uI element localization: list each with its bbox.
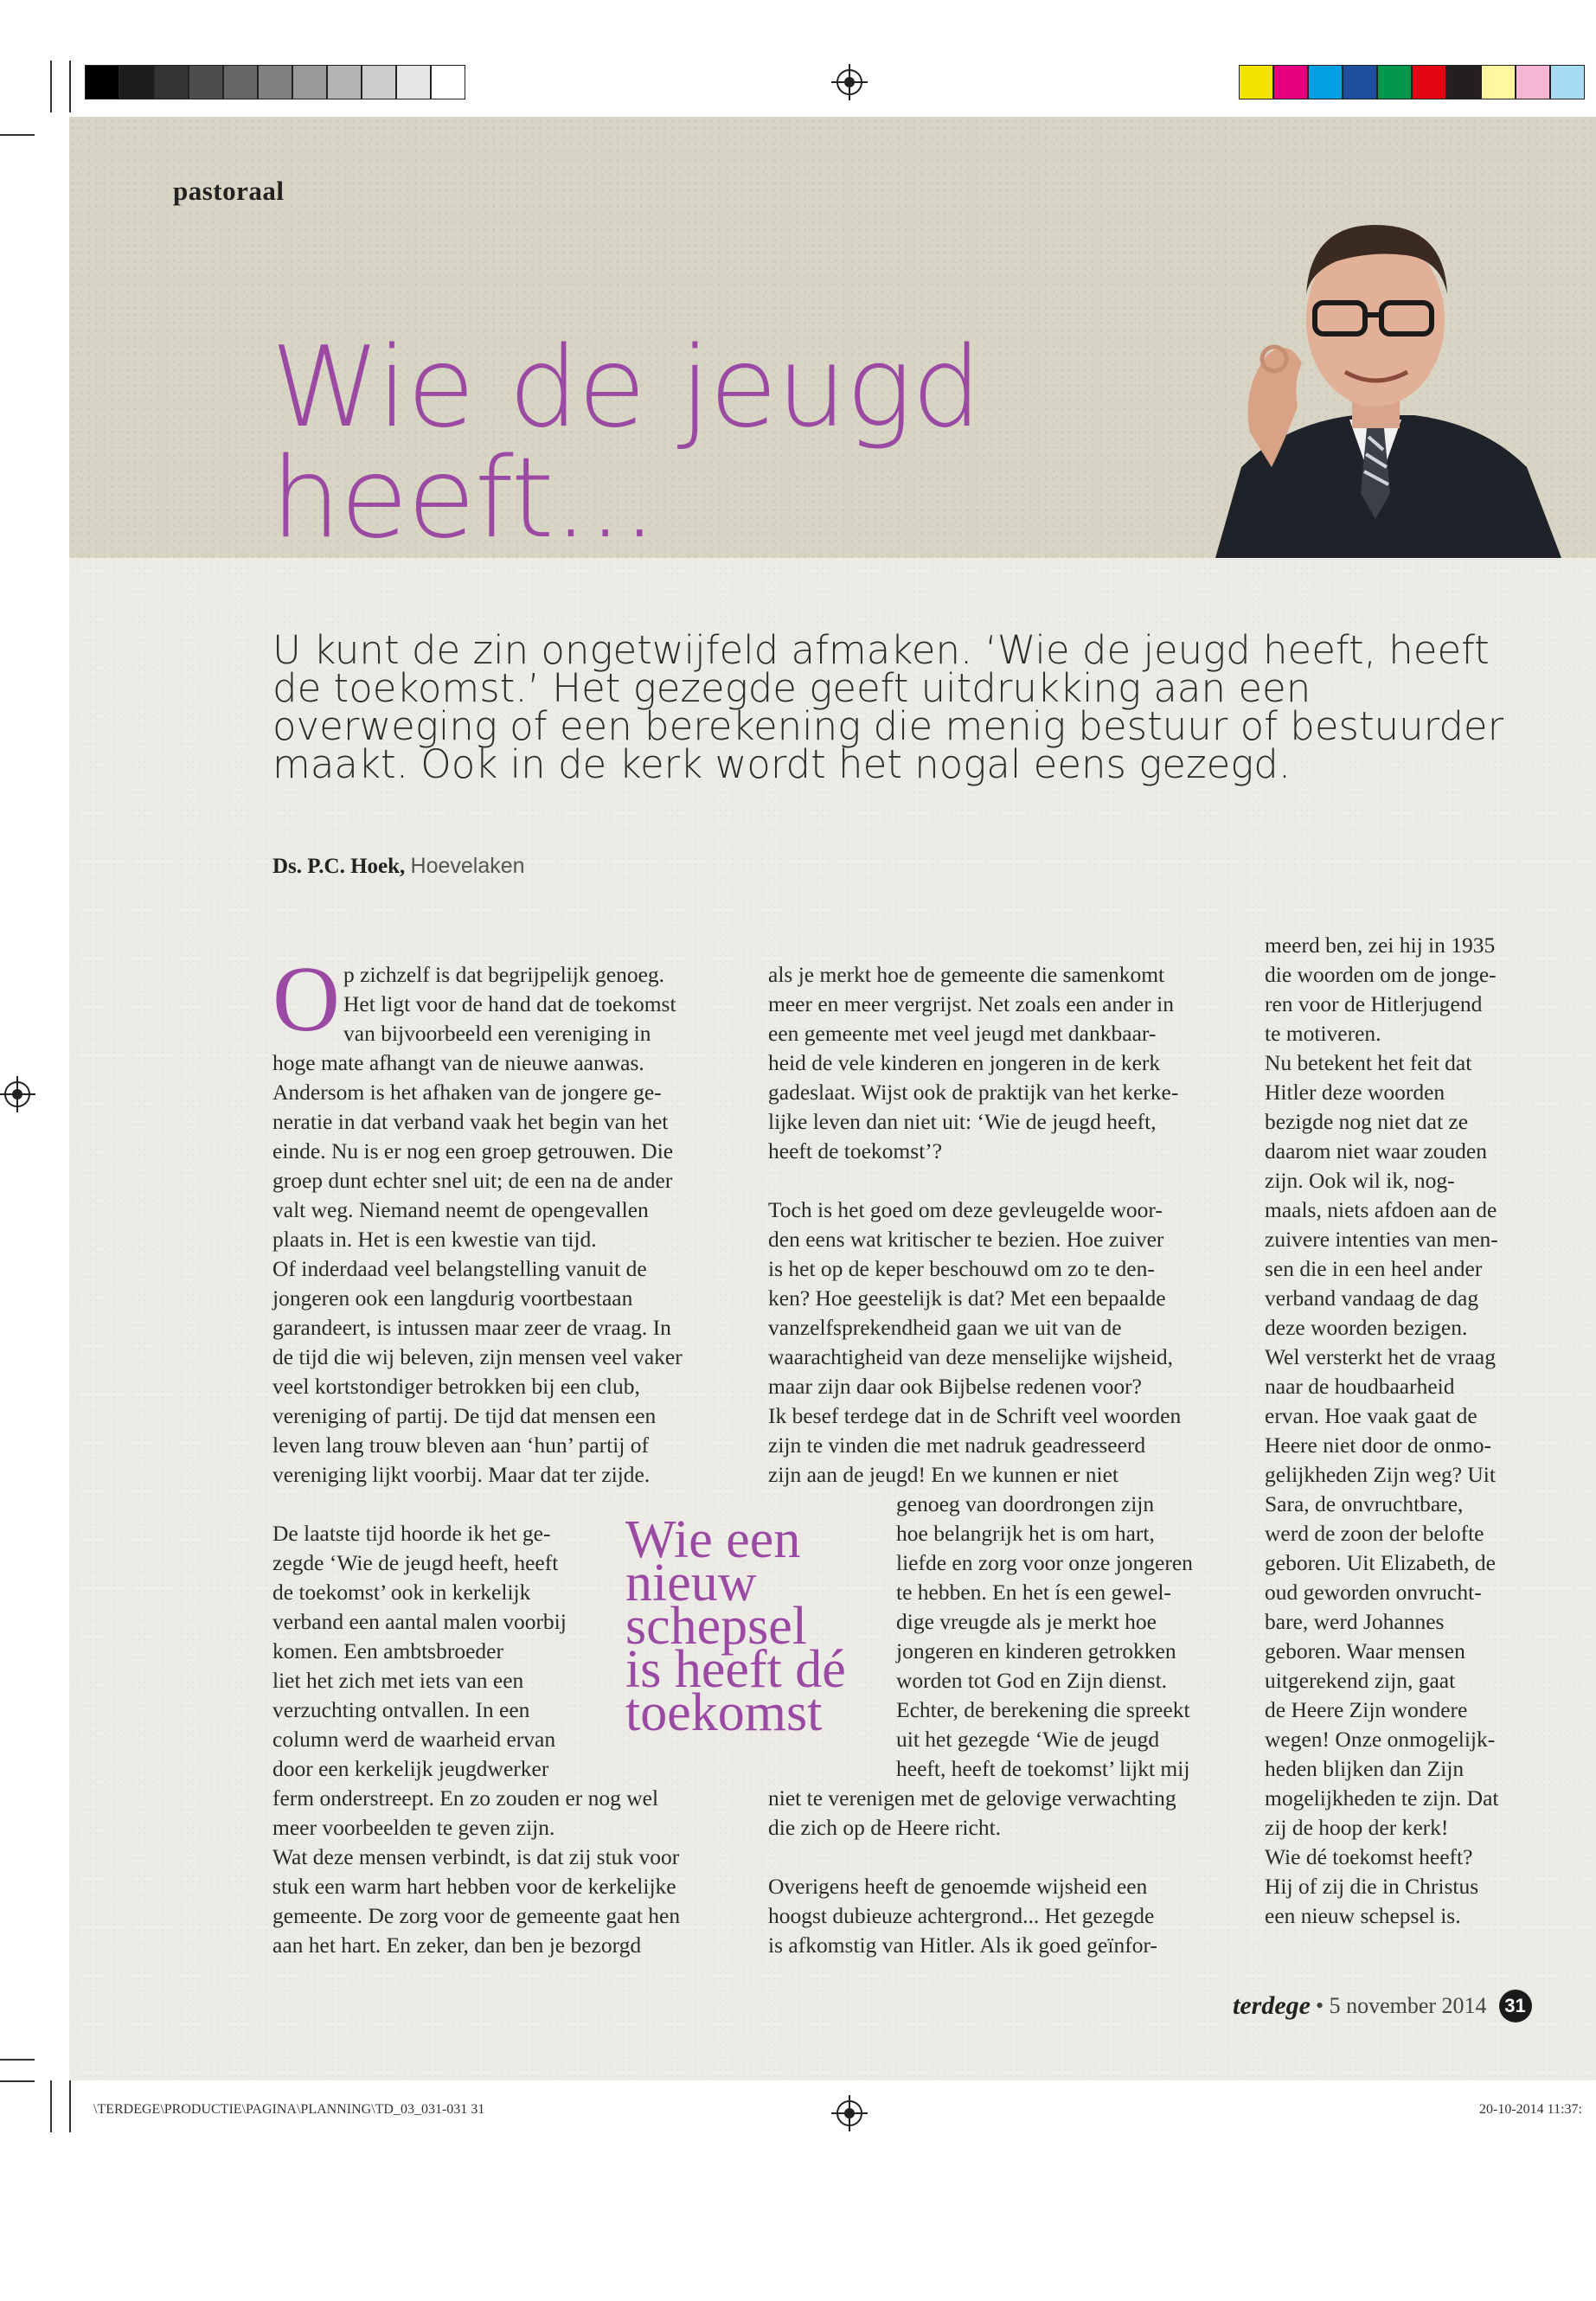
text-line: stuk een warm hart hebben voor de kerkelijke	[272, 1874, 676, 1899]
text-line: worden tot God en Zijn dienst.	[896, 1668, 1168, 1693]
crop-mark	[0, 2059, 35, 2061]
color-swatch	[1412, 65, 1446, 99]
text-line: Echter, de berekening die spreekt	[896, 1697, 1190, 1722]
crop-mark	[50, 2080, 52, 2132]
magazine-logo: terdege	[1233, 1991, 1311, 2020]
text-line: bezigde nog niet dat ze	[1265, 1109, 1469, 1134]
pull-quote-line: Wie een	[625, 1510, 801, 1569]
text-line: een nieuw schepsel is.	[1265, 1903, 1461, 1928]
text-line: verband een aantal malen voorbij	[272, 1609, 567, 1634]
crop-mark	[0, 2080, 35, 2082]
text-line: ren voor de Hitlerjugend	[1265, 991, 1483, 1016]
crop-mark	[50, 61, 52, 112]
text-line: lijke leven dan niet uit: ‘Wie de jeugd heeft,	[768, 1109, 1157, 1134]
color-swatch	[1377, 65, 1412, 99]
text-line: Wel versterkt het de vraag	[1265, 1344, 1496, 1369]
text-line: zij de hoop der kerk!	[1265, 1815, 1449, 1840]
text-line: die woorden om de jonge-	[1265, 962, 1497, 987]
text-line: valt weg. Niemand neemt de opengevallen	[272, 1197, 649, 1222]
dropcap-paragraph	[272, 948, 744, 1051]
text-line: column werd de waarheid ervan	[272, 1727, 556, 1752]
pull-quote-line: schepsel	[625, 1597, 808, 1656]
text-line: een gemeente met veel jeugd met dankbaar-	[768, 1021, 1157, 1046]
print-slug-datetime: 20-10-2014 11:37:	[1479, 2102, 1582, 2117]
text-line: meer voorbeelden te geven zijn.	[272, 1815, 555, 1840]
color-swatch	[1446, 65, 1481, 99]
text-line: waarachtigheid van deze menselijke wijsheid,	[768, 1344, 1174, 1369]
text-line: geboren. Uit Elizabeth, de	[1265, 1550, 1496, 1575]
text-line: geboren. Waar mensen	[1265, 1638, 1465, 1663]
color-swatch	[1308, 65, 1343, 99]
text-line: gadeslaat. Wijst ook de praktijk van het kerke-	[768, 1080, 1179, 1105]
color-swatch	[431, 65, 465, 99]
text-line: meerd ben, zei hij in 1935	[1265, 933, 1496, 958]
color-swatch	[1343, 65, 1377, 99]
text-line: werd de zoon der belofte	[1265, 1521, 1484, 1546]
text-line: zijn aan de jeugd! En we kunnen er niet	[768, 1462, 1119, 1487]
color-swatch	[258, 65, 292, 99]
byline	[272, 854, 525, 879]
crop-mark	[69, 61, 71, 112]
text-line: oud geworden onvrucht-	[1265, 1580, 1482, 1605]
text-line: vereniging lijkt voorbij. Maar dat ter zijde.	[272, 1462, 651, 1487]
registration-mark-icon	[836, 2100, 862, 2126]
color-swatch	[362, 65, 396, 99]
article-title	[271, 324, 981, 563]
text-line: Hitler deze woorden	[1265, 1080, 1445, 1105]
text-line: dige vreugde als je merkt hoe	[896, 1609, 1157, 1634]
text-line: naar de houdbaarheid	[1265, 1374, 1455, 1399]
text-line: van bijvoorbeeld een vereniging in	[343, 1021, 651, 1046]
text-line: de toekomst’ ook in kerkelijk	[272, 1580, 531, 1605]
color-swatch	[292, 65, 327, 99]
text-line: Nu betekent het feit dat	[1265, 1050, 1472, 1075]
text-line: den eens wat kritischer te bezien. Hoe zuiver	[768, 1227, 1164, 1252]
text-line: meer en meer vergrijst. Net zoals een ander in	[768, 991, 1174, 1016]
intro-lead: U kunt de zin ongetwijfeld afmaken. ‘Wie de jeugd heeft, heeft de toekomst.’ Het gezegde geeft uitdrukking aan een overweging of een berekening die menig bestuur of bestuurder maakt. Ook in de kerk wordt het nogal eens gezegd.	[272, 627, 1504, 787]
title-line: Wie de jeugd	[271, 324, 981, 452]
pull-quote-line: toekomst	[625, 1683, 823, 1742]
text-line: Of inderdaad veel belangstelling vanuit de	[272, 1256, 647, 1281]
text-line: heden blijken dan Zijn	[1265, 1756, 1465, 1781]
text-line: hoge mate afhangt van de nieuwe aanwas.	[272, 1050, 644, 1075]
color-swatch	[189, 65, 223, 99]
issue-date: • 5 november 2014	[1315, 1993, 1487, 2018]
dropcap: O	[272, 948, 340, 1051]
text-line: Hij of zij die in Christus	[1265, 1874, 1479, 1899]
process-color-bar	[1239, 65, 1585, 99]
text-line: te hebben. En het ís een gewel-	[896, 1580, 1171, 1605]
text-line: ken? Hoe geestelijk is dat? Met een bepaalde	[768, 1285, 1166, 1311]
crop-mark	[69, 2080, 71, 2132]
pull-quote-line: is heeft dé	[625, 1640, 846, 1699]
color-swatch	[223, 65, 258, 99]
text-line: zegde ‘Wie de jeugd heeft, heeft	[272, 1550, 559, 1575]
text-line: wegen! Onze onmogelijk-	[1265, 1727, 1496, 1752]
color-swatch	[396, 65, 431, 99]
text-line: genoeg van doordrongen zijn	[896, 1491, 1155, 1516]
author-portrait	[1189, 208, 1561, 558]
text-line: de Heere Zijn wondere	[1265, 1697, 1468, 1722]
print-slug-path: \TERDEGE\PRODUCTIE\PAGINA\PLANNING\TD_03_031-031 31	[93, 2102, 485, 2117]
text-line: ervan. Hoe vaak gaat de	[1265, 1403, 1477, 1428]
text-line: zuivere intenties van men-	[1265, 1227, 1498, 1252]
text-line: liet het zich met iets van een	[272, 1668, 524, 1693]
article-column-1	[272, 948, 744, 1960]
text-line: p zichzelf is dat begrijpelijk genoeg.	[343, 962, 665, 987]
text-line: zijn te vinden die met nadruk geadresseerd	[768, 1433, 1146, 1458]
text-line: hoe belangrijk het is om hart,	[896, 1521, 1155, 1546]
text-line: Ik besef terdege dat in de Schrift veel woorden	[768, 1403, 1182, 1428]
text-line: hoogst dubieuze achtergrond... Het gezegde	[768, 1903, 1155, 1928]
text-line: zijn. Ook wil ik, nog-	[1265, 1168, 1455, 1193]
text-line: De laatste tijd hoorde ik het ge-	[272, 1521, 551, 1546]
text-line: komen. Een ambtsbroeder	[272, 1638, 503, 1663]
pull-quote-line: nieuw	[625, 1554, 757, 1612]
text-line: veel kortstondiger betrokken bij een club,	[272, 1374, 640, 1399]
text-line: garandeert, is intussen maar zeer de vraag. In	[272, 1315, 671, 1340]
text-line: de tijd die wij beleven, zijn mensen veel vaker	[272, 1344, 683, 1369]
text-line: daarom niet waar zouden	[1265, 1138, 1488, 1163]
text-line: bare, werd Johannes	[1265, 1609, 1445, 1634]
registration-mark-icon	[836, 69, 862, 95]
text-line: is afkomstig van Hitler. Als ik goed geïnfor-	[768, 1932, 1157, 1958]
text-line: Heere niet door de onmo-	[1265, 1433, 1491, 1458]
text-line: Sara, de onvruchtbare,	[1265, 1491, 1464, 1516]
text-line: door een kerkelijk jeugdwerker	[272, 1756, 549, 1781]
gray-color-bar	[85, 65, 465, 99]
text-line: uit het gezegde ‘Wie de jeugd	[896, 1727, 1160, 1752]
text-line: is het op de keper beschouwd om zo te den-	[768, 1256, 1155, 1281]
text-line: als je merkt hoe de gemeente die samenkomt	[768, 962, 1165, 987]
byline-place: Hoevelaken	[410, 854, 525, 878]
text-line: Wat deze mensen verbindt, is dat zij stuk voor	[272, 1844, 680, 1869]
title-line: heeft...	[271, 434, 657, 563]
text-line: te motiveren.	[1265, 1021, 1381, 1046]
color-swatch	[1481, 65, 1516, 99]
text-line: verband vandaag de dag	[1265, 1285, 1479, 1311]
text-line: maals, niets afdoen aan de	[1265, 1197, 1497, 1222]
text-line: heid de vele kinderen en jongeren in de kerk	[768, 1050, 1161, 1075]
text-line: Toch is het goed om deze gevleugelde woor-	[768, 1197, 1163, 1222]
text-line: neratie in dat verband vaak het begin van het	[272, 1109, 669, 1134]
text-line: jongeren en kinderen getrokken	[896, 1638, 1176, 1663]
text-line: heeft de toekomst’?	[768, 1138, 943, 1163]
article-column-3	[1265, 931, 1550, 1931]
color-swatch	[154, 65, 189, 99]
color-swatch	[1273, 65, 1308, 99]
text-line: Andersom is het afhaken van de jongere ge-	[272, 1080, 662, 1105]
byline-author: Ds. P.C. Hoek,	[272, 855, 406, 878]
text-line: plaats in. Het is een kwestie van tijd.	[272, 1227, 597, 1252]
text-line: heeft, heeft de toekomst’ lijkt mij	[896, 1756, 1190, 1781]
text-line: uitgerekend zijn, gaat	[1265, 1668, 1456, 1693]
text-line: verzuchting ontvallen. In een	[272, 1697, 530, 1722]
text-line: deze woorden bezigen.	[1265, 1315, 1468, 1340]
text-line: einde. Nu is er nog een groep getrouwen. Die	[272, 1138, 674, 1163]
page-number: 31	[1499, 1990, 1532, 2022]
text-line: ferm onderstreept. En zo zouden er nog wel	[272, 1785, 659, 1811]
text-line: vanzelfsprekendheid gaan we uit van de	[768, 1315, 1122, 1340]
text-line: gemeente. De zorg voor de gemeente gaat hen	[272, 1903, 681, 1928]
color-swatch	[327, 65, 362, 99]
text-line: jongeren ook een langdurig voortbestaan	[272, 1285, 633, 1311]
page-footer	[1233, 1990, 1532, 2022]
article-column-2	[768, 960, 1240, 1960]
color-swatch	[119, 65, 154, 99]
color-swatch	[1239, 65, 1273, 99]
text-line: aan het hart. En zeker, dan ben je bezorgd	[272, 1932, 642, 1958]
text-line: liefde en zorg voor onze jongeren	[896, 1550, 1193, 1575]
text-line: maar zijn daar ook Bijbelse redenen voor?	[768, 1374, 1142, 1399]
text-line: Overigens heeft de genoemde wijsheid een	[768, 1874, 1148, 1899]
crop-mark	[0, 134, 35, 136]
text-line: groep dunt echter snel uit; de een na de ander	[272, 1168, 673, 1193]
text-line: mogelijkheden te zijn. Dat	[1265, 1785, 1499, 1811]
color-swatch	[1550, 65, 1585, 99]
text-line: leven lang trouw bleven aan ‘hun’ partij of	[272, 1433, 649, 1458]
color-swatch	[1516, 65, 1550, 99]
text-line: sen die in een heel ander	[1265, 1256, 1483, 1281]
text-line: niet te verenigen met de gelovige verwachting	[768, 1785, 1176, 1811]
color-swatch	[85, 65, 119, 99]
text-line: die zich op de Heere richt.	[768, 1815, 1002, 1840]
section-label: pastoraal	[173, 176, 285, 206]
text-line: vereniging of partij. De tijd dat mensen een	[272, 1403, 657, 1428]
registration-mark-icon	[4, 1081, 30, 1107]
text-line: gelijkheden Zijn weg? Uit	[1265, 1462, 1496, 1487]
text-line: Het ligt voor de hand dat de toekomst	[343, 991, 676, 1016]
text-line: Wie dé toekomst heeft?	[1265, 1844, 1473, 1869]
